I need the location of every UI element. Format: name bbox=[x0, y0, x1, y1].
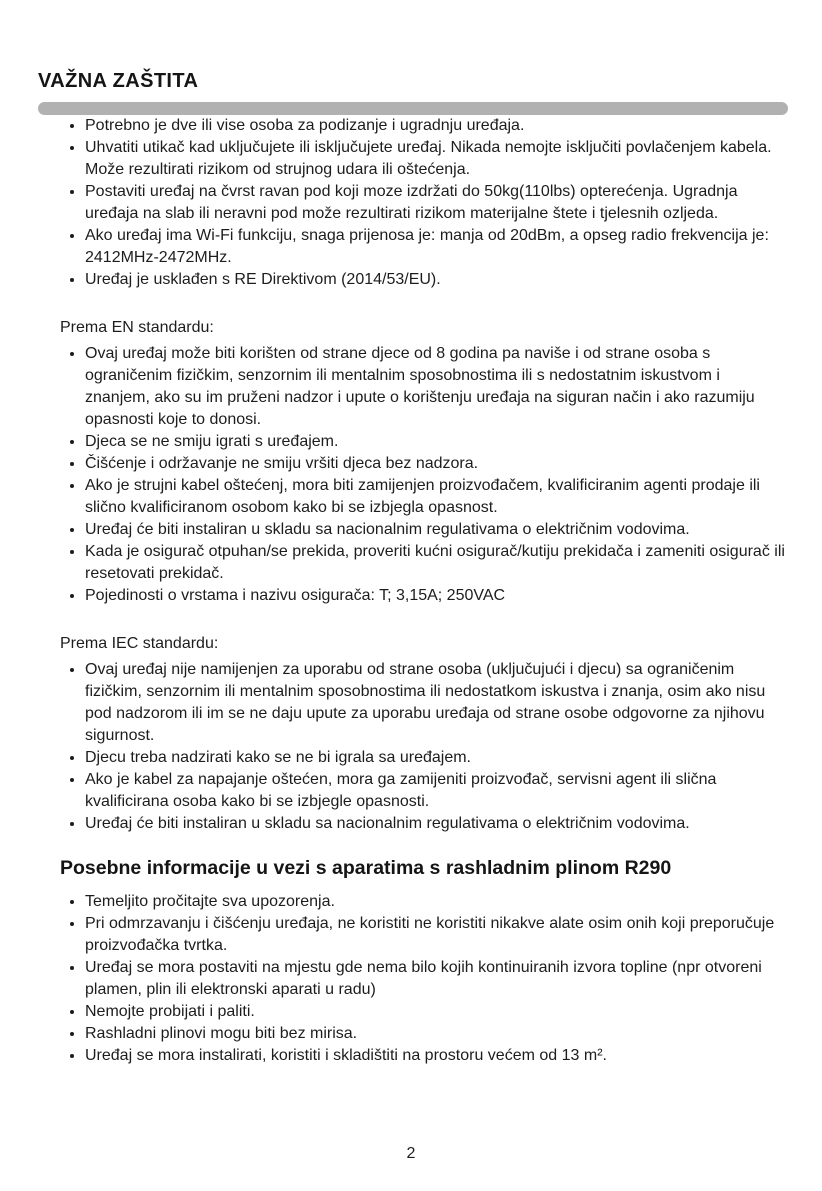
list-item: • Uhvatiti utikač kad uključujete ili isključujete uređaj. Nikada nemojte isključiti povlačenjem kabela. Može rezultirati rizikom od strujnog udara ili oštećenja. bbox=[85, 137, 788, 181]
safety-list-en bbox=[38, 343, 788, 607]
page-title: VAŽNA ZAŠTITA bbox=[38, 70, 199, 92]
list-item: • Uređaj je usklađen s RE Direktivom (2014/53/EU). bbox=[85, 269, 788, 291]
list-item: • Kada je osigurač otpuhan/se prekida, proveriti kućni osigurač/kutiju prekidača i zameniti osigurač ili resetovati prekidač. bbox=[85, 541, 788, 585]
safety-list-r290 bbox=[38, 891, 788, 1067]
list-item: • Čišćenje i održavanje ne smiju vršiti djeca bez nadzora. bbox=[85, 453, 788, 475]
safety-list-general bbox=[38, 115, 788, 291]
list-item: • Ovaj uređaj nije namijenjen za uporabu od strane osoba (uključujući i djecu) sa ograničenim fizičkim, senzornim ili mentalnim sposobnostima ili nedostatkom iskustva i znanja, osim ako nisu pod nadzorom ili im se ne daju upute za uporabu uređaja od strane osobe odgovorne za njihovu sigurnost. bbox=[85, 659, 788, 747]
list-item: • Uređaj će biti instaliran u skladu sa nacionalnim regulativama o električnim vodovima. bbox=[85, 519, 788, 541]
list-item: • Pri odmrzavanju i čišćenju uređaja, ne koristiti ne koristiti nikakve alate osim onih koji preporučuje proizvođačka tvrtka. bbox=[85, 913, 788, 957]
iec-standard-header: Prema IEC standardu: bbox=[60, 635, 219, 652]
list-item: • Djeca se ne smiju igrati s uređajem. bbox=[85, 431, 788, 453]
list-item: • Ovaj uređaj može biti korišten od strane djece od 8 godina pa naviše i od strane osoba s ograničenim fizičkim, senzornim ili mentalnim sposobnostima ili s nedostatnim iskustvom i znanjem, ako su im pruženi nadzor i upute o korištenju uređaja na siguran način i ako razumiju opasnosti koje to donosi. bbox=[85, 343, 788, 431]
list-item: • Uređaj se mora postaviti na mjestu gde nema bilo kojih kontinuiranih izvora topline (npr otvoreni plamen, plin ili elektronski aparati u radu) bbox=[85, 957, 788, 1001]
list-item: • Potrebno je dve ili vise osoba za podizanje i ugradnju uređaja. bbox=[85, 115, 788, 137]
en-standard-header: Prema EN standardu: bbox=[60, 319, 214, 336]
list-item: • Ako je kabel za napajanje oštećen, mora ga zamijeniti proizvođač, servisni agent ili slična kvalificirana osoba kako bi se izbjegle opasnosti. bbox=[85, 769, 788, 813]
r290-section-heading: Posebne informacije u vezi s aparatima s rashladnim plinom R290 bbox=[60, 857, 672, 879]
list-item: • Ako je strujni kabel oštećenj, mora biti zamijenjen proizvođačem, kvalificiranim agenti prodaje ili slično kvalificiranom osobom kako bi se izbjegla opasnost. bbox=[85, 475, 788, 519]
list-item: • Uređaj će biti instaliran u skladu sa nacionalnim regulativama o električnim vodovima. bbox=[85, 813, 788, 835]
safety-list-iec bbox=[38, 659, 788, 835]
list-item: • Pojedinosti o vrstama i nazivu osigurača: T; 3,15A; 250VAC bbox=[85, 585, 788, 607]
title-underline-bar bbox=[38, 102, 788, 115]
list-item: • Nemojte probijati i paliti. bbox=[85, 1001, 788, 1023]
list-item: • Temeljito pročitajte sva upozorenja. bbox=[85, 891, 788, 913]
list-item: • Ako uređaj ima Wi-Fi funkciju, snaga prijenosa je: manja od 20dBm, a opseg radio frekvencija je: 2412MHz-2472MHz. bbox=[85, 225, 788, 269]
list-item: • Uređaj se mora instalirati, koristiti i skladištiti na prostoru većem od 13 m². bbox=[85, 1045, 788, 1067]
list-item: • Postaviti uređaj na čvrst ravan pod koji moze izdržati do 50kg(110lbs) opterećenja. Ugradnja uređaja na slab ili neravni pod može rezultirati rizikom materijalne štete i tjelesnih ozljeda. bbox=[85, 181, 788, 225]
list-item: • Djecu treba nadzirati kako se ne bi igrala sa uređajem. bbox=[85, 747, 788, 769]
page-number: 2 bbox=[406, 1145, 416, 1162]
list-item: • Rashladni plinovi mogu biti bez mirisa. bbox=[85, 1023, 788, 1045]
